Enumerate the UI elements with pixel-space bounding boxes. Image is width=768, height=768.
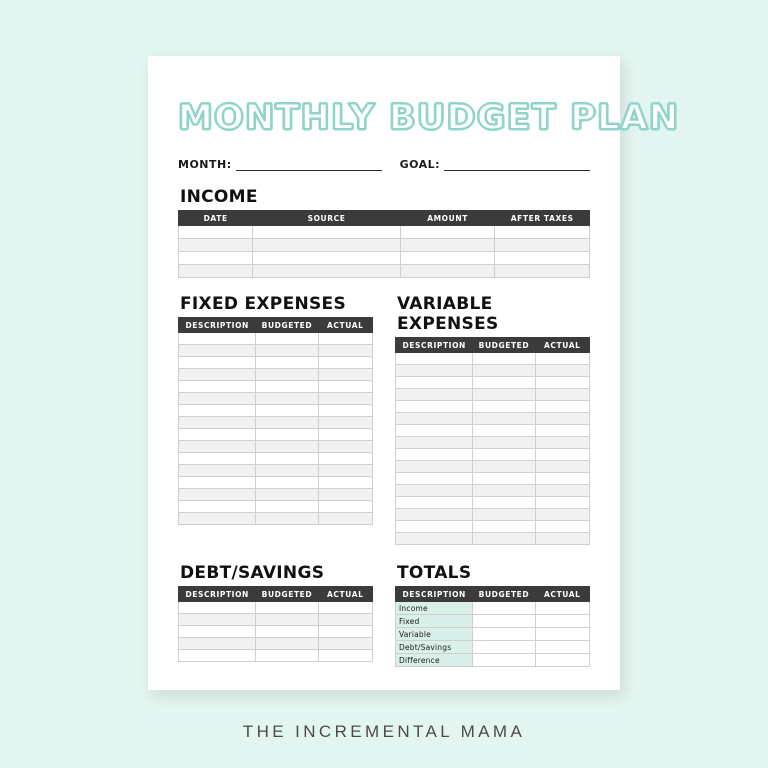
cell[interactable] [473,497,535,509]
cell[interactable] [473,485,535,497]
totals-row-label: Difference [396,654,473,667]
variable-expenses-column [395,278,590,545]
bottom-row [178,547,590,667]
cell[interactable] [396,425,473,437]
table-row[interactable] [179,333,373,345]
table-row[interactable] [396,353,590,365]
cell[interactable] [256,465,318,477]
table-row[interactable] [396,425,590,437]
table-row[interactable] [396,377,590,389]
table-row[interactable] [396,602,590,615]
cell[interactable] [535,365,590,377]
cell[interactable] [535,628,590,641]
cell[interactable] [535,654,590,667]
cell[interactable] [179,345,256,357]
debt-col-actual: ACTUAL [318,587,373,602]
income-col-source: SOURCE [253,211,401,226]
cell[interactable] [318,614,373,626]
cell[interactable] [179,638,256,650]
income-col-amount: AMOUNT [400,211,495,226]
table-row[interactable] [396,521,590,533]
cell[interactable] [256,513,318,525]
fixed-col-actual: ACTUAL [318,318,373,333]
cell[interactable] [535,389,590,401]
table-row[interactable] [396,509,590,521]
cell[interactable] [535,509,590,521]
cell[interactable] [256,405,318,417]
income-body [179,226,590,278]
meta-row [178,158,590,171]
table-row[interactable] [396,449,590,461]
table-row[interactable] [179,381,373,393]
cell[interactable] [256,638,318,650]
table-header-row [179,211,590,226]
table-row[interactable] [396,413,590,425]
table-row[interactable] [396,473,590,485]
cell[interactable] [318,501,373,513]
cell[interactable] [318,453,373,465]
cell[interactable] [396,533,473,545]
cell[interactable] [318,345,373,357]
cell[interactable] [473,461,535,473]
table-row[interactable] [396,485,590,497]
table-row[interactable] [179,226,590,239]
cell[interactable] [179,393,256,405]
expenses-row [178,278,590,545]
table-header-row [179,587,373,602]
cell[interactable] [396,473,473,485]
cell[interactable] [535,473,590,485]
debt-heading: DEBT/SAVINGS [180,563,325,583]
cell[interactable] [473,654,535,667]
cell[interactable] [179,226,253,239]
cell[interactable] [256,501,318,513]
cell[interactable] [256,602,318,614]
cell[interactable] [179,369,256,381]
cell[interactable] [473,628,535,641]
debt-col-description: DESCRIPTION [179,587,256,602]
cell[interactable] [256,393,318,405]
cell[interactable] [256,489,318,501]
debt-col-budgeted: BUDGETED [256,587,318,602]
cell[interactable] [256,345,318,357]
cell[interactable] [473,401,535,413]
cell[interactable] [396,497,473,509]
cell[interactable] [256,441,318,453]
table-row[interactable] [179,265,590,278]
cell[interactable] [256,453,318,465]
cell[interactable] [318,513,373,525]
table-row[interactable] [179,626,373,638]
totals-column [395,547,590,667]
table-row[interactable] [396,461,590,473]
table-row[interactable] [396,497,590,509]
table-row[interactable] [179,614,373,626]
variable-expenses-table [395,337,590,545]
table-row[interactable] [179,417,373,429]
cell[interactable] [253,226,401,239]
cell[interactable] [179,252,253,265]
table-row[interactable] [179,393,373,405]
cell[interactable] [535,425,590,437]
cell[interactable] [256,477,318,489]
cell[interactable] [179,513,256,525]
variable-col-description: DESCRIPTION [396,338,473,353]
table-row[interactable] [179,369,373,381]
cell[interactable] [179,489,256,501]
income-heading: INCOME [180,187,258,207]
totals-row-label: Variable [396,628,473,641]
fixed-col-description: DESCRIPTION [179,318,256,333]
cell[interactable] [253,265,401,278]
variable-heading: VARIABLE EXPENSES [397,294,499,334]
cell[interactable] [179,465,256,477]
cell[interactable] [535,533,590,545]
table-row[interactable] [179,602,373,614]
cell[interactable] [473,389,535,401]
cell[interactable] [318,477,373,489]
cell[interactable] [179,602,256,614]
cell[interactable] [396,389,473,401]
fixed-expenses-column [178,278,373,545]
cell[interactable] [318,489,373,501]
totals-heading: TOTALS [397,563,472,583]
variable-expenses-body [396,353,590,545]
cell[interactable] [473,641,535,654]
cell[interactable] [179,614,256,626]
cell[interactable] [179,381,256,393]
cell[interactable] [535,615,590,628]
cell[interactable] [179,265,253,278]
cell[interactable] [318,441,373,453]
cell[interactable] [473,413,535,425]
table-header-row [179,318,373,333]
table-row[interactable] [396,437,590,449]
cell[interactable] [535,401,590,413]
table-row[interactable] [179,453,373,465]
cell[interactable] [256,417,318,429]
cell[interactable] [179,441,256,453]
cell[interactable] [535,485,590,497]
cell[interactable] [318,393,373,405]
table-row[interactable] [396,628,590,641]
cell[interactable] [473,437,535,449]
table-row[interactable] [179,477,373,489]
cell[interactable] [396,521,473,533]
cell[interactable] [256,626,318,638]
cell[interactable] [396,437,473,449]
income-col-date: DATE [179,211,253,226]
debt-savings-body [179,602,373,662]
table-header-row [396,338,590,353]
table-row[interactable] [396,654,590,667]
cell[interactable] [473,509,535,521]
cell[interactable] [535,461,590,473]
cell[interactable] [396,365,473,377]
brand-footer: THE INCREMENTAL MAMA [242,722,526,741]
cell[interactable] [318,417,373,429]
cell[interactable] [256,357,318,369]
cell[interactable] [256,614,318,626]
cell[interactable] [400,252,495,265]
cell[interactable] [535,353,590,365]
income-col-after-taxes: AFTER TAXES [495,211,590,226]
cell[interactable] [535,641,590,654]
debt-savings-table [178,586,373,662]
goal-label: GOAL: [399,158,441,171]
cell[interactable] [318,626,373,638]
table-row[interactable] [396,389,590,401]
cell[interactable] [179,650,256,662]
cell[interactable] [179,429,256,441]
table-row[interactable] [179,513,373,525]
income-table [178,210,590,278]
cell[interactable] [495,239,590,252]
table-row[interactable] [396,615,590,628]
cell[interactable] [396,509,473,521]
table-row[interactable] [396,401,590,413]
totals-col-budgeted: BUDGETED [473,587,535,602]
cell[interactable] [473,521,535,533]
cell[interactable] [396,377,473,389]
cell[interactable] [179,239,253,252]
cell[interactable] [256,333,318,345]
month-label: MONTH: [178,158,232,171]
cell[interactable] [179,501,256,513]
cell[interactable] [535,413,590,425]
cell[interactable] [473,353,535,365]
totals-col-description: DESCRIPTION [396,587,473,602]
cell[interactable] [318,357,373,369]
cell[interactable] [318,650,373,662]
cell[interactable] [256,381,318,393]
cell[interactable] [318,638,373,650]
cell[interactable] [253,239,401,252]
cell[interactable] [473,449,535,461]
cell[interactable] [495,252,590,265]
cell[interactable] [179,453,256,465]
cell[interactable] [253,252,401,265]
cell[interactable] [179,333,256,345]
cell[interactable] [473,377,535,389]
cell[interactable] [535,521,590,533]
totals-row-label: Income [396,602,473,615]
variable-col-actual: ACTUAL [535,338,590,353]
cell[interactable] [179,626,256,638]
cell[interactable] [179,477,256,489]
cell[interactable] [318,369,373,381]
cell[interactable] [179,417,256,429]
cell[interactable] [179,357,256,369]
cell[interactable] [396,353,473,365]
cell[interactable] [400,265,495,278]
debt-savings-column [178,547,373,667]
table-row[interactable] [179,405,373,417]
cell[interactable] [318,381,373,393]
cell[interactable] [396,485,473,497]
table-row[interactable] [179,252,590,265]
table-row[interactable] [179,638,373,650]
table-row[interactable] [179,357,373,369]
table-row[interactable] [179,429,373,441]
table-row[interactable] [179,650,373,662]
cell[interactable] [396,413,473,425]
table-row[interactable] [396,641,590,654]
cell[interactable] [473,365,535,377]
table-row[interactable] [396,365,590,377]
table-row[interactable] [179,489,373,501]
table-row[interactable] [179,465,373,477]
cell[interactable] [473,615,535,628]
totals-body [396,602,590,667]
cell[interactable] [396,461,473,473]
table-row[interactable] [179,345,373,357]
fixed-heading: FIXED EXPENSES [180,294,347,314]
fixed-expenses-body [179,333,373,525]
cell[interactable] [318,405,373,417]
cell[interactable] [400,239,495,252]
cell[interactable] [535,449,590,461]
cell[interactable] [535,377,590,389]
cell[interactable] [318,333,373,345]
totals-row-label: Fixed [396,615,473,628]
cell[interactable] [473,473,535,485]
month-input[interactable] [236,158,382,171]
cell[interactable] [495,265,590,278]
totals-col-actual: ACTUAL [535,587,590,602]
cell[interactable] [318,602,373,614]
goal-input[interactable] [444,158,590,171]
page-title: MONTHLY BUDGET PLAN [178,98,680,138]
cell[interactable] [473,602,535,615]
cell[interactable] [256,650,318,662]
cell[interactable] [396,449,473,461]
cell[interactable] [400,226,495,239]
cell[interactable] [495,226,590,239]
totals-row-label: Debt/Savings [396,641,473,654]
table-row[interactable] [179,239,590,252]
totals-table [395,586,590,667]
cell[interactable] [396,401,473,413]
cell[interactable] [535,602,590,615]
cell[interactable] [318,465,373,477]
budget-sheet [148,56,680,690]
variable-col-budgeted: BUDGETED [473,338,535,353]
table-row[interactable] [179,441,373,453]
fixed-expenses-table [178,317,373,525]
cell[interactable] [535,437,590,449]
table-header-row [396,587,590,602]
cell[interactable] [318,429,373,441]
cell[interactable] [473,425,535,437]
cell[interactable] [256,369,318,381]
cell[interactable] [179,405,256,417]
cell[interactable] [473,533,535,545]
cell[interactable] [535,497,590,509]
fixed-col-budgeted: BUDGETED [256,318,318,333]
table-row[interactable] [396,533,590,545]
cell[interactable] [256,429,318,441]
table-row[interactable] [179,501,373,513]
